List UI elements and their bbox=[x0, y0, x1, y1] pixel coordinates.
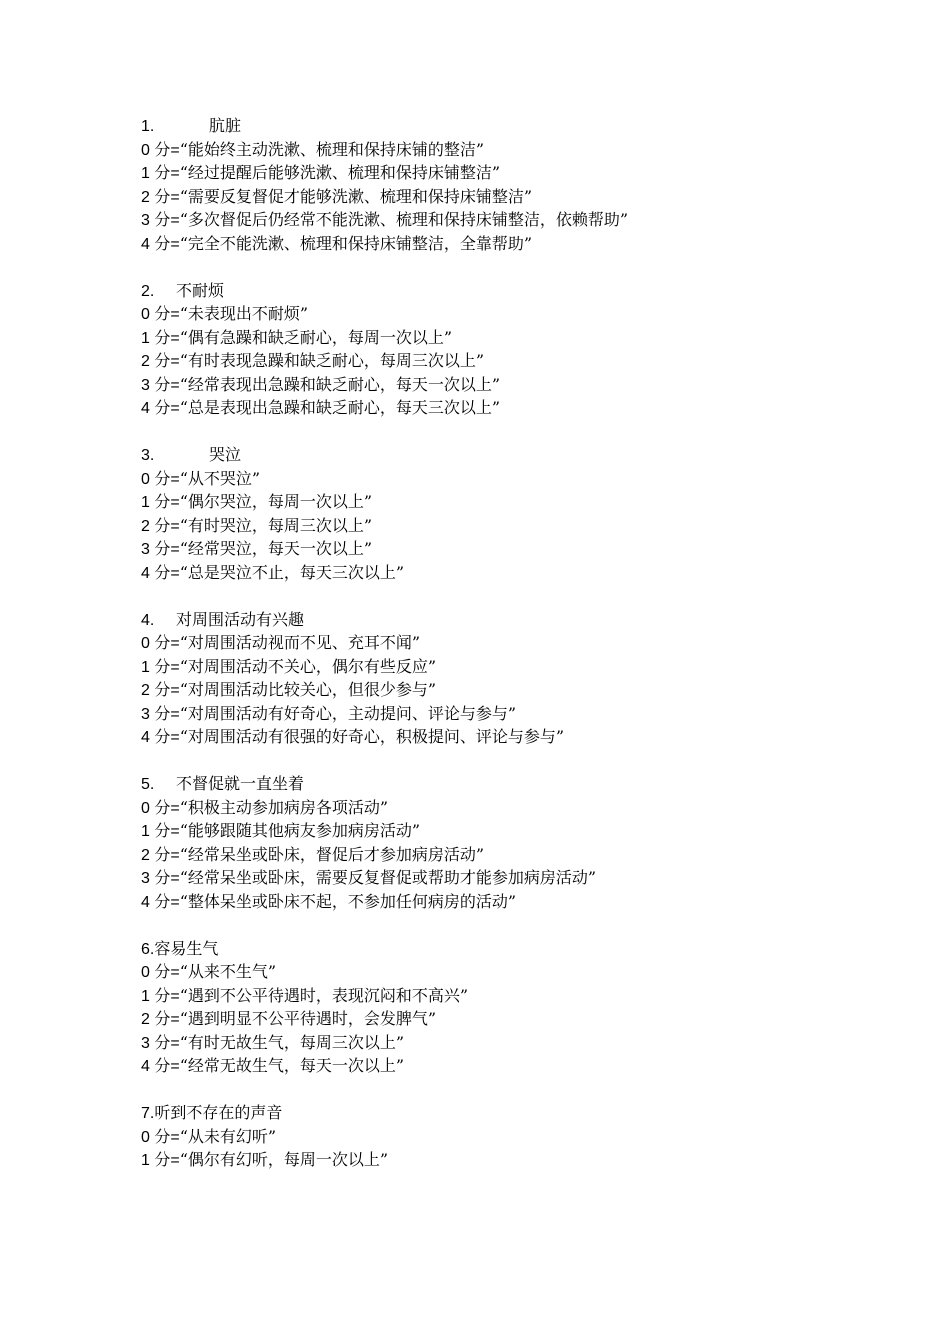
score-lead: 3 分= bbox=[141, 212, 180, 229]
section-title-text: 听到不存在的声音 bbox=[154, 1103, 283, 1122]
score-lead: 1 分= bbox=[141, 987, 180, 1005]
score-lead: 3 分= bbox=[141, 705, 180, 723]
section-title-text: 肮脏 bbox=[209, 116, 242, 135]
score-line bbox=[141, 138, 901, 162]
score-lead: 3 分= bbox=[141, 870, 180, 887]
score-text: “偶尔哭泣，每周一次以上” bbox=[179, 492, 373, 511]
score-lead: 2 分= bbox=[141, 682, 180, 699]
score-line bbox=[141, 373, 901, 397]
score-lead: 3 分= bbox=[141, 541, 180, 558]
score-lead: 0 分= bbox=[141, 141, 180, 159]
section-number: 4. bbox=[141, 611, 155, 629]
score-text: “完全不能洗漱、梳理和保持床铺整洁，全靠帮助” bbox=[179, 233, 533, 253]
section-title bbox=[141, 114, 901, 138]
section-title bbox=[141, 1101, 901, 1125]
score-text: “需要反复督促才能够洗漱、梳理和保持床铺整洁” bbox=[179, 186, 533, 206]
score-text: “总是哭泣不止，每天三次以上” bbox=[179, 562, 405, 582]
section-7 bbox=[141, 1101, 901, 1172]
section-title bbox=[141, 937, 901, 961]
score-line bbox=[141, 302, 901, 326]
score-line bbox=[141, 631, 901, 655]
score-text: “经过提醒后能够洗漱、梳理和保持床铺整洁” bbox=[179, 163, 501, 182]
score-line bbox=[141, 843, 901, 867]
score-lead: 4 分= bbox=[141, 729, 180, 746]
section-title bbox=[141, 772, 901, 796]
score-line bbox=[141, 185, 901, 209]
score-lead: 3 分= bbox=[141, 1034, 180, 1052]
score-text: “对周围活动有很强的好奇心，积极提问、评论与参与” bbox=[179, 727, 565, 746]
section-4 bbox=[141, 608, 901, 749]
score-text: “经常表现出急躁和缺乏耐心，每天一次以上” bbox=[179, 374, 501, 394]
score-line bbox=[141, 819, 901, 843]
score-text: “有时无故生气，每周三次以上” bbox=[179, 1032, 405, 1052]
score-text: “能够跟随其他病友参加病房活动” bbox=[179, 821, 421, 840]
score-lead: 0 分= bbox=[141, 799, 180, 817]
score-text: “能始终主动洗漱、梳理和保持床铺的整洁” bbox=[179, 139, 485, 159]
score-text: “积极主动参加病房各项活动” bbox=[179, 797, 389, 817]
section-2 bbox=[141, 279, 901, 420]
score-line bbox=[141, 161, 901, 185]
score-lead: 4 分= bbox=[141, 564, 180, 582]
score-text: “对周围活动比较关心，但很少参与” bbox=[179, 680, 437, 699]
score-line bbox=[141, 678, 901, 702]
section-number: 1. bbox=[141, 118, 155, 135]
score-line bbox=[141, 396, 901, 420]
score-lead: 1 分= bbox=[141, 494, 180, 511]
score-text: “总是表现出急躁和缺乏耐心，每天三次以上” bbox=[179, 398, 501, 417]
section-5 bbox=[141, 772, 901, 913]
score-lead: 0 分= bbox=[141, 306, 180, 323]
score-text: “经常呆坐或卧床，需要反复督促或帮助才能参加病房活动” bbox=[179, 868, 597, 887]
score-lead: 4 分= bbox=[141, 235, 180, 253]
score-text: “有时表现急躁和缺乏耐心，每周三次以上” bbox=[179, 351, 485, 370]
score-text: “经常无故生气，每天一次以上” bbox=[179, 1056, 405, 1075]
score-line bbox=[141, 208, 901, 232]
score-text: “偶有急躁和缺乏耐心，每周一次以上” bbox=[179, 327, 453, 347]
score-line bbox=[141, 725, 901, 749]
score-line bbox=[141, 490, 901, 514]
score-text: “多次督促后仍经常不能洗漱、梳理和保持床铺整洁，依赖帮助” bbox=[179, 210, 629, 229]
score-lead: 2 分= bbox=[141, 517, 180, 535]
score-line bbox=[141, 984, 901, 1008]
score-lead: 4 分= bbox=[141, 400, 180, 417]
score-lead: 4 分= bbox=[141, 893, 180, 911]
section-title-text: 对周围活动有兴趣 bbox=[176, 609, 305, 629]
document-page bbox=[141, 114, 901, 1195]
score-line bbox=[141, 349, 901, 373]
score-line bbox=[141, 866, 901, 890]
score-text: “遇到明显不公平待遇时，会发脾气” bbox=[179, 1009, 437, 1028]
score-lead: 0 分= bbox=[141, 635, 180, 652]
score-line bbox=[141, 1054, 901, 1078]
section-title bbox=[141, 608, 901, 632]
section-title-text: 不督促就一直坐着 bbox=[176, 774, 305, 793]
score-line bbox=[141, 326, 901, 350]
score-text: “未表现出不耐烦” bbox=[179, 304, 309, 323]
score-line bbox=[141, 796, 901, 820]
score-text: “对周围活动视而不见、充耳不闻” bbox=[179, 633, 421, 652]
score-text: “经常呆坐或卧床，督促后才参加病房活动” bbox=[179, 844, 485, 864]
score-line bbox=[141, 702, 901, 726]
score-line bbox=[141, 232, 901, 256]
score-lead: 0 分= bbox=[141, 470, 180, 488]
score-line bbox=[141, 1125, 901, 1149]
score-text: “对周围活动不关心，偶尔有些反应” bbox=[179, 656, 437, 676]
section-title bbox=[141, 443, 901, 467]
score-lead: 2 分= bbox=[141, 188, 180, 206]
score-line bbox=[141, 1007, 901, 1031]
score-lead: 0 分= bbox=[141, 964, 180, 981]
section-1 bbox=[141, 114, 901, 255]
score-line bbox=[141, 655, 901, 679]
section-number: 2. bbox=[141, 282, 155, 300]
score-text: “有时哭泣，每周三次以上” bbox=[179, 515, 373, 535]
section-3 bbox=[141, 443, 901, 584]
score-lead: 4 分= bbox=[141, 1058, 180, 1075]
score-lead: 1 分= bbox=[141, 1152, 180, 1169]
score-text: “整体呆坐或卧床不起，不参加任何病房的活动” bbox=[179, 891, 517, 911]
section-number: 7. bbox=[141, 1105, 155, 1122]
score-line bbox=[141, 1148, 901, 1172]
score-lead: 0 分= bbox=[141, 1128, 180, 1146]
score-text: “偶尔有幻听，每周一次以上” bbox=[179, 1150, 389, 1169]
score-line bbox=[141, 960, 901, 984]
score-text: “对周围活动有好奇心，主动提问、评论与参与” bbox=[179, 703, 517, 723]
score-text: “从不哭泣” bbox=[179, 468, 261, 488]
score-lead: 1 分= bbox=[141, 329, 180, 347]
score-line bbox=[141, 890, 901, 914]
section-title-text: 容易生气 bbox=[154, 938, 219, 958]
section-title-text: 哭泣 bbox=[209, 445, 242, 464]
score-lead: 3 分= bbox=[141, 376, 180, 394]
section-number: 6. bbox=[141, 940, 155, 958]
score-lead: 2 分= bbox=[141, 1011, 180, 1028]
score-lead: 1 分= bbox=[141, 165, 180, 182]
score-text: “遇到不公平待遇时，表现沉闷和不高兴” bbox=[179, 985, 469, 1005]
section-number: 3. bbox=[141, 447, 155, 464]
score-line bbox=[141, 514, 901, 538]
section-title bbox=[141, 279, 901, 303]
section-title-text: 不耐烦 bbox=[176, 280, 225, 300]
score-line bbox=[141, 467, 901, 491]
score-lead: 2 分= bbox=[141, 846, 180, 864]
section-6 bbox=[141, 937, 901, 1078]
score-text: “从来不生气” bbox=[179, 962, 277, 981]
score-line bbox=[141, 561, 901, 585]
score-lead: 2 分= bbox=[141, 353, 180, 370]
score-line bbox=[141, 537, 901, 561]
score-line bbox=[141, 1031, 901, 1055]
section-number: 5. bbox=[141, 776, 155, 793]
score-text: “从未有幻听” bbox=[179, 1126, 277, 1146]
score-lead: 1 分= bbox=[141, 658, 180, 676]
score-text: “经常哭泣，每天一次以上” bbox=[179, 539, 373, 558]
score-lead: 1 分= bbox=[141, 823, 180, 840]
